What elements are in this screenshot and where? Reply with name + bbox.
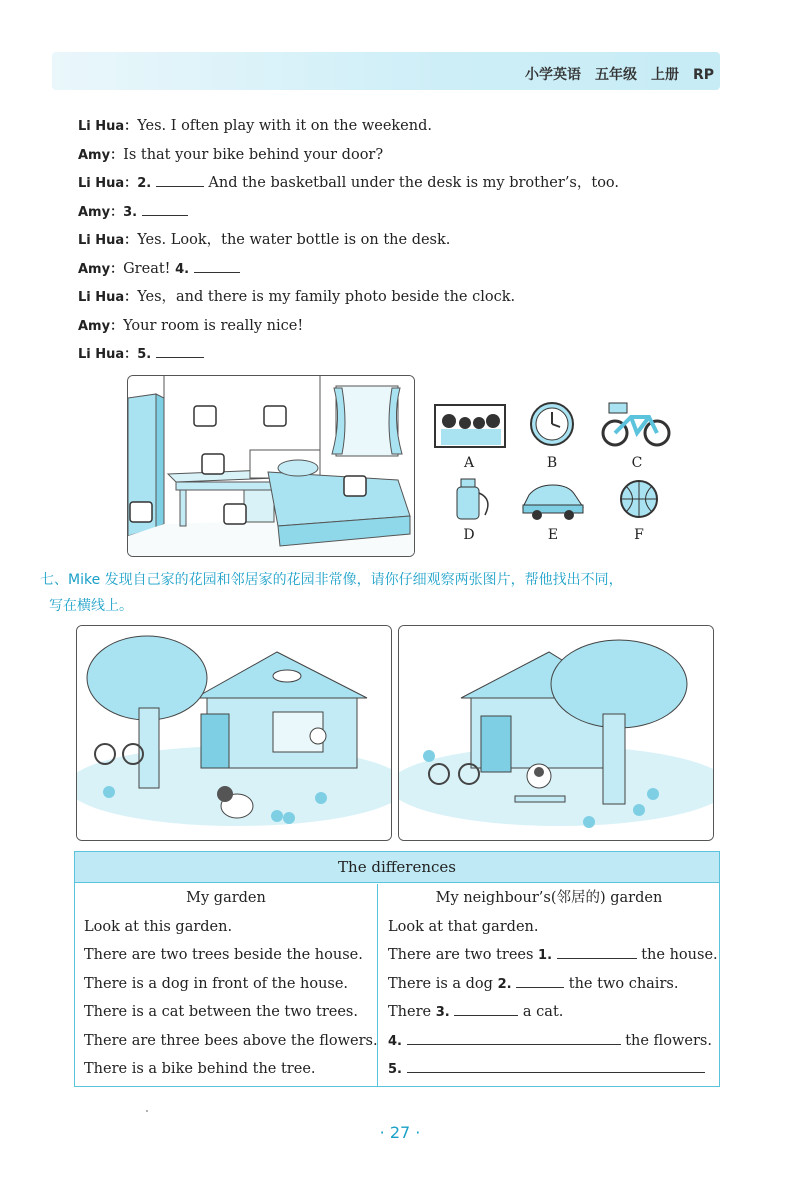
table-title: The differences — [75, 852, 719, 883]
speaker: Li Hua： — [78, 176, 138, 191]
speaker: Li Hua： — [78, 233, 138, 248]
row-text: the house. — [641, 947, 718, 963]
my-garden-illustration — [76, 625, 392, 841]
option-letter: A — [463, 455, 475, 471]
table-row — [379, 941, 719, 970]
option-letter: E — [547, 527, 559, 543]
dialog-text: Great! — [123, 260, 171, 277]
option-c — [597, 399, 677, 471]
answer-blank[interactable] — [516, 973, 564, 988]
speaker: Li Hua： — [78, 119, 138, 134]
stray-dot — [146, 1110, 148, 1112]
question-7-line2: 写在横线上。 — [49, 598, 133, 614]
answer-blank[interactable] — [156, 343, 204, 358]
table-row: Look at this garden. — [84, 918, 233, 935]
dialog-line — [78, 169, 718, 198]
dialog-line — [78, 112, 718, 141]
blank-number: 1. — [538, 948, 553, 963]
row-text: There — [388, 1004, 432, 1020]
blank-number: 2. — [137, 176, 152, 191]
question-7 — [40, 567, 760, 619]
table-row: There is a bike behind the tree. — [84, 1061, 316, 1077]
bedroom-scene — [128, 376, 414, 556]
answer-blank[interactable] — [454, 1001, 518, 1016]
dialog-text: And the basketball under the desk is my brother’s，too. — [208, 175, 620, 191]
clock-icon — [512, 399, 592, 449]
dialog-line — [78, 226, 718, 255]
dialog-text: Your room is really nice! — [123, 317, 304, 334]
option-letter: C — [631, 455, 643, 471]
answer-blank[interactable] — [407, 1058, 705, 1073]
neighbour-garden-scene — [399, 626, 713, 840]
row-text: the flowers. — [625, 1032, 712, 1049]
answer-blank[interactable] — [557, 944, 637, 959]
speaker: Li Hua： — [78, 290, 138, 305]
option-f — [599, 477, 679, 543]
column-header: My neighbour’s(邻居的) garden — [435, 890, 663, 906]
blank-number: 5. — [137, 347, 152, 362]
dialog-text: Is that your bike behind your door? — [123, 146, 384, 163]
speaker: Li Hua： — [78, 347, 138, 362]
column-header: My garden — [186, 890, 266, 906]
blank-number: 4. — [388, 1033, 402, 1049]
table-row — [379, 1027, 719, 1056]
table-row — [379, 970, 719, 999]
row-text: There is a dog — [388, 975, 493, 992]
speaker: Amy： — [78, 318, 124, 334]
family-photo-icon — [429, 403, 509, 449]
table-row: There is a dog in front of the house. — [84, 975, 349, 992]
dialog-line — [78, 141, 718, 170]
speaker: Amy： — [78, 204, 124, 220]
question-7-line1: 七、Mike 发现自己家的花园和邻居家的花园非常像，请你仔细观察两张图片，帮他找出不同， — [40, 572, 623, 588]
option-letter: F — [634, 527, 644, 543]
option-b — [512, 399, 592, 471]
table-row — [379, 1055, 719, 1084]
dialog-line — [78, 198, 718, 227]
answer-blank[interactable] — [407, 1030, 621, 1045]
dialog-line — [78, 255, 718, 284]
option-letter: B — [546, 455, 558, 471]
neighbour-garden-illustration — [398, 625, 714, 841]
answer-blank[interactable] — [142, 201, 188, 216]
page-header: 小学英语 五年级 上册 RP — [524, 67, 714, 83]
row-text: Look at that garden. — [388, 918, 539, 935]
answer-blank[interactable] — [156, 172, 204, 187]
speaker: Amy： — [78, 147, 124, 163]
my-garden-column — [75, 884, 378, 1086]
table-row: There are two trees beside the house. — [84, 947, 363, 963]
answer-blank[interactable] — [194, 258, 240, 273]
toy-car-icon — [513, 477, 593, 521]
blank-number: 4. — [175, 261, 190, 277]
page-number: · 27 · — [379, 1123, 421, 1142]
table-row: There is a cat between the two trees. — [84, 1004, 358, 1020]
blank-number: 2. — [497, 976, 512, 992]
blank-number: 5. — [388, 1062, 402, 1077]
speaker: Amy： — [78, 261, 124, 277]
option-letter: D — [463, 527, 475, 543]
row-text: a cat. — [522, 1004, 564, 1020]
bedroom-illustration — [127, 375, 415, 557]
basketball-icon — [599, 477, 679, 521]
blank-number: 3. — [435, 1005, 450, 1020]
option-a — [429, 403, 509, 471]
neighbour-garden-column — [379, 884, 719, 1086]
dialog-line — [78, 340, 718, 369]
bike-icon — [597, 399, 677, 449]
dialog-line — [78, 312, 718, 341]
dialog-text: Yes，and there is my family photo beside the clock. — [137, 289, 516, 305]
table-row — [379, 998, 719, 1027]
row-text: the two chairs. — [568, 975, 679, 992]
table-row: There are three bees above the flowers. — [84, 1032, 378, 1049]
dialog-line — [78, 283, 718, 312]
table-row — [379, 913, 719, 942]
water-bottle-icon — [429, 477, 509, 521]
blank-number: 3. — [123, 204, 138, 220]
option-e — [513, 477, 593, 543]
dialog-text: Yes. I often play with it on the weekend. — [137, 118, 432, 134]
dialog-text: Yes. Look，the water bottle is on the desk. — [137, 232, 451, 248]
my-garden-scene — [77, 626, 391, 840]
differences-table — [74, 851, 720, 1087]
option-d — [429, 477, 509, 543]
row-text: There are two trees — [388, 947, 534, 963]
dialog — [78, 112, 718, 369]
